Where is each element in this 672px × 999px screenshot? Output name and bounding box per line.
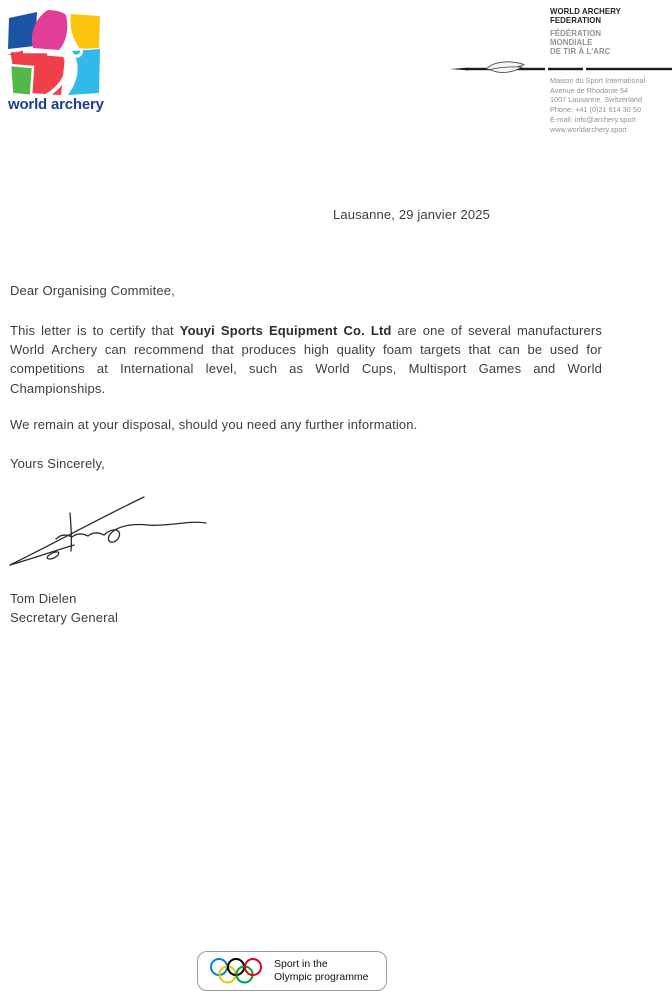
signer-title: Secretary General	[10, 610, 119, 625]
address-line: Maison du Sport International	[550, 76, 646, 85]
salutation: Dear Organising Commitee,	[10, 283, 175, 298]
org-name-en-line2: FEDERATION	[550, 15, 602, 26]
org-name-fr-line3: DE TIR À L'ARC	[550, 46, 611, 57]
paragraph-line: World Archery can recommend that produces high quality foam targets that can be used for	[10, 342, 602, 358]
paragraph-line	[10, 321, 602, 340]
world-archery-logo-icon	[8, 8, 103, 96]
paragraph-text: are one of several manufacturers	[391, 323, 602, 338]
world-archery-logo	[8, 8, 104, 113]
address-line: Avenue de Rhodanie 54	[550, 85, 629, 95]
badge-text-line2: Olympic programme	[274, 971, 369, 983]
olympic-badge	[197, 951, 387, 991]
address-line: Phone: +41 (0)21 614 30 50	[550, 105, 642, 115]
badge-text	[274, 958, 369, 984]
body-paragraph	[10, 321, 602, 398]
company-name: Youyi Sports Equipment Co. Ltd	[179, 323, 392, 338]
address-line: 1007 Lausanne, Switzerland	[550, 95, 643, 105]
org-name-block	[550, 7, 627, 56]
badge-text-line1: Sport in the	[274, 958, 328, 970]
dateline: Lausanne, 29 janvier 2025	[333, 207, 490, 222]
valediction: Yours Sincerely,	[10, 456, 105, 471]
paragraph-line: Championships.	[10, 380, 106, 396]
org-name-fr-line1: FÉDÉRATION	[550, 27, 602, 38]
paragraph-line: competitions at International level, such as World Cups, Multisport Games and World	[10, 361, 602, 377]
olympic-rings-icon	[205, 955, 267, 987]
paragraph-text: This letter is to certify that	[10, 323, 180, 338]
address-line: E-mail: info@archery.sport	[550, 114, 636, 124]
address-line: www.worldarchery.sport	[550, 124, 627, 134]
signer-name: Tom Dielen	[10, 591, 77, 606]
org-name-fr-line2: MONDIALE	[550, 36, 593, 47]
org-name-en-line1: WORLD ARCHERY	[550, 6, 621, 16]
followup-line: We remain at your disposal, should you need any further information.	[10, 417, 418, 432]
signature-icon	[2, 487, 217, 572]
world-archery-wordmark: world archery	[8, 96, 104, 113]
signer-block	[10, 589, 118, 627]
address-block	[550, 76, 649, 134]
